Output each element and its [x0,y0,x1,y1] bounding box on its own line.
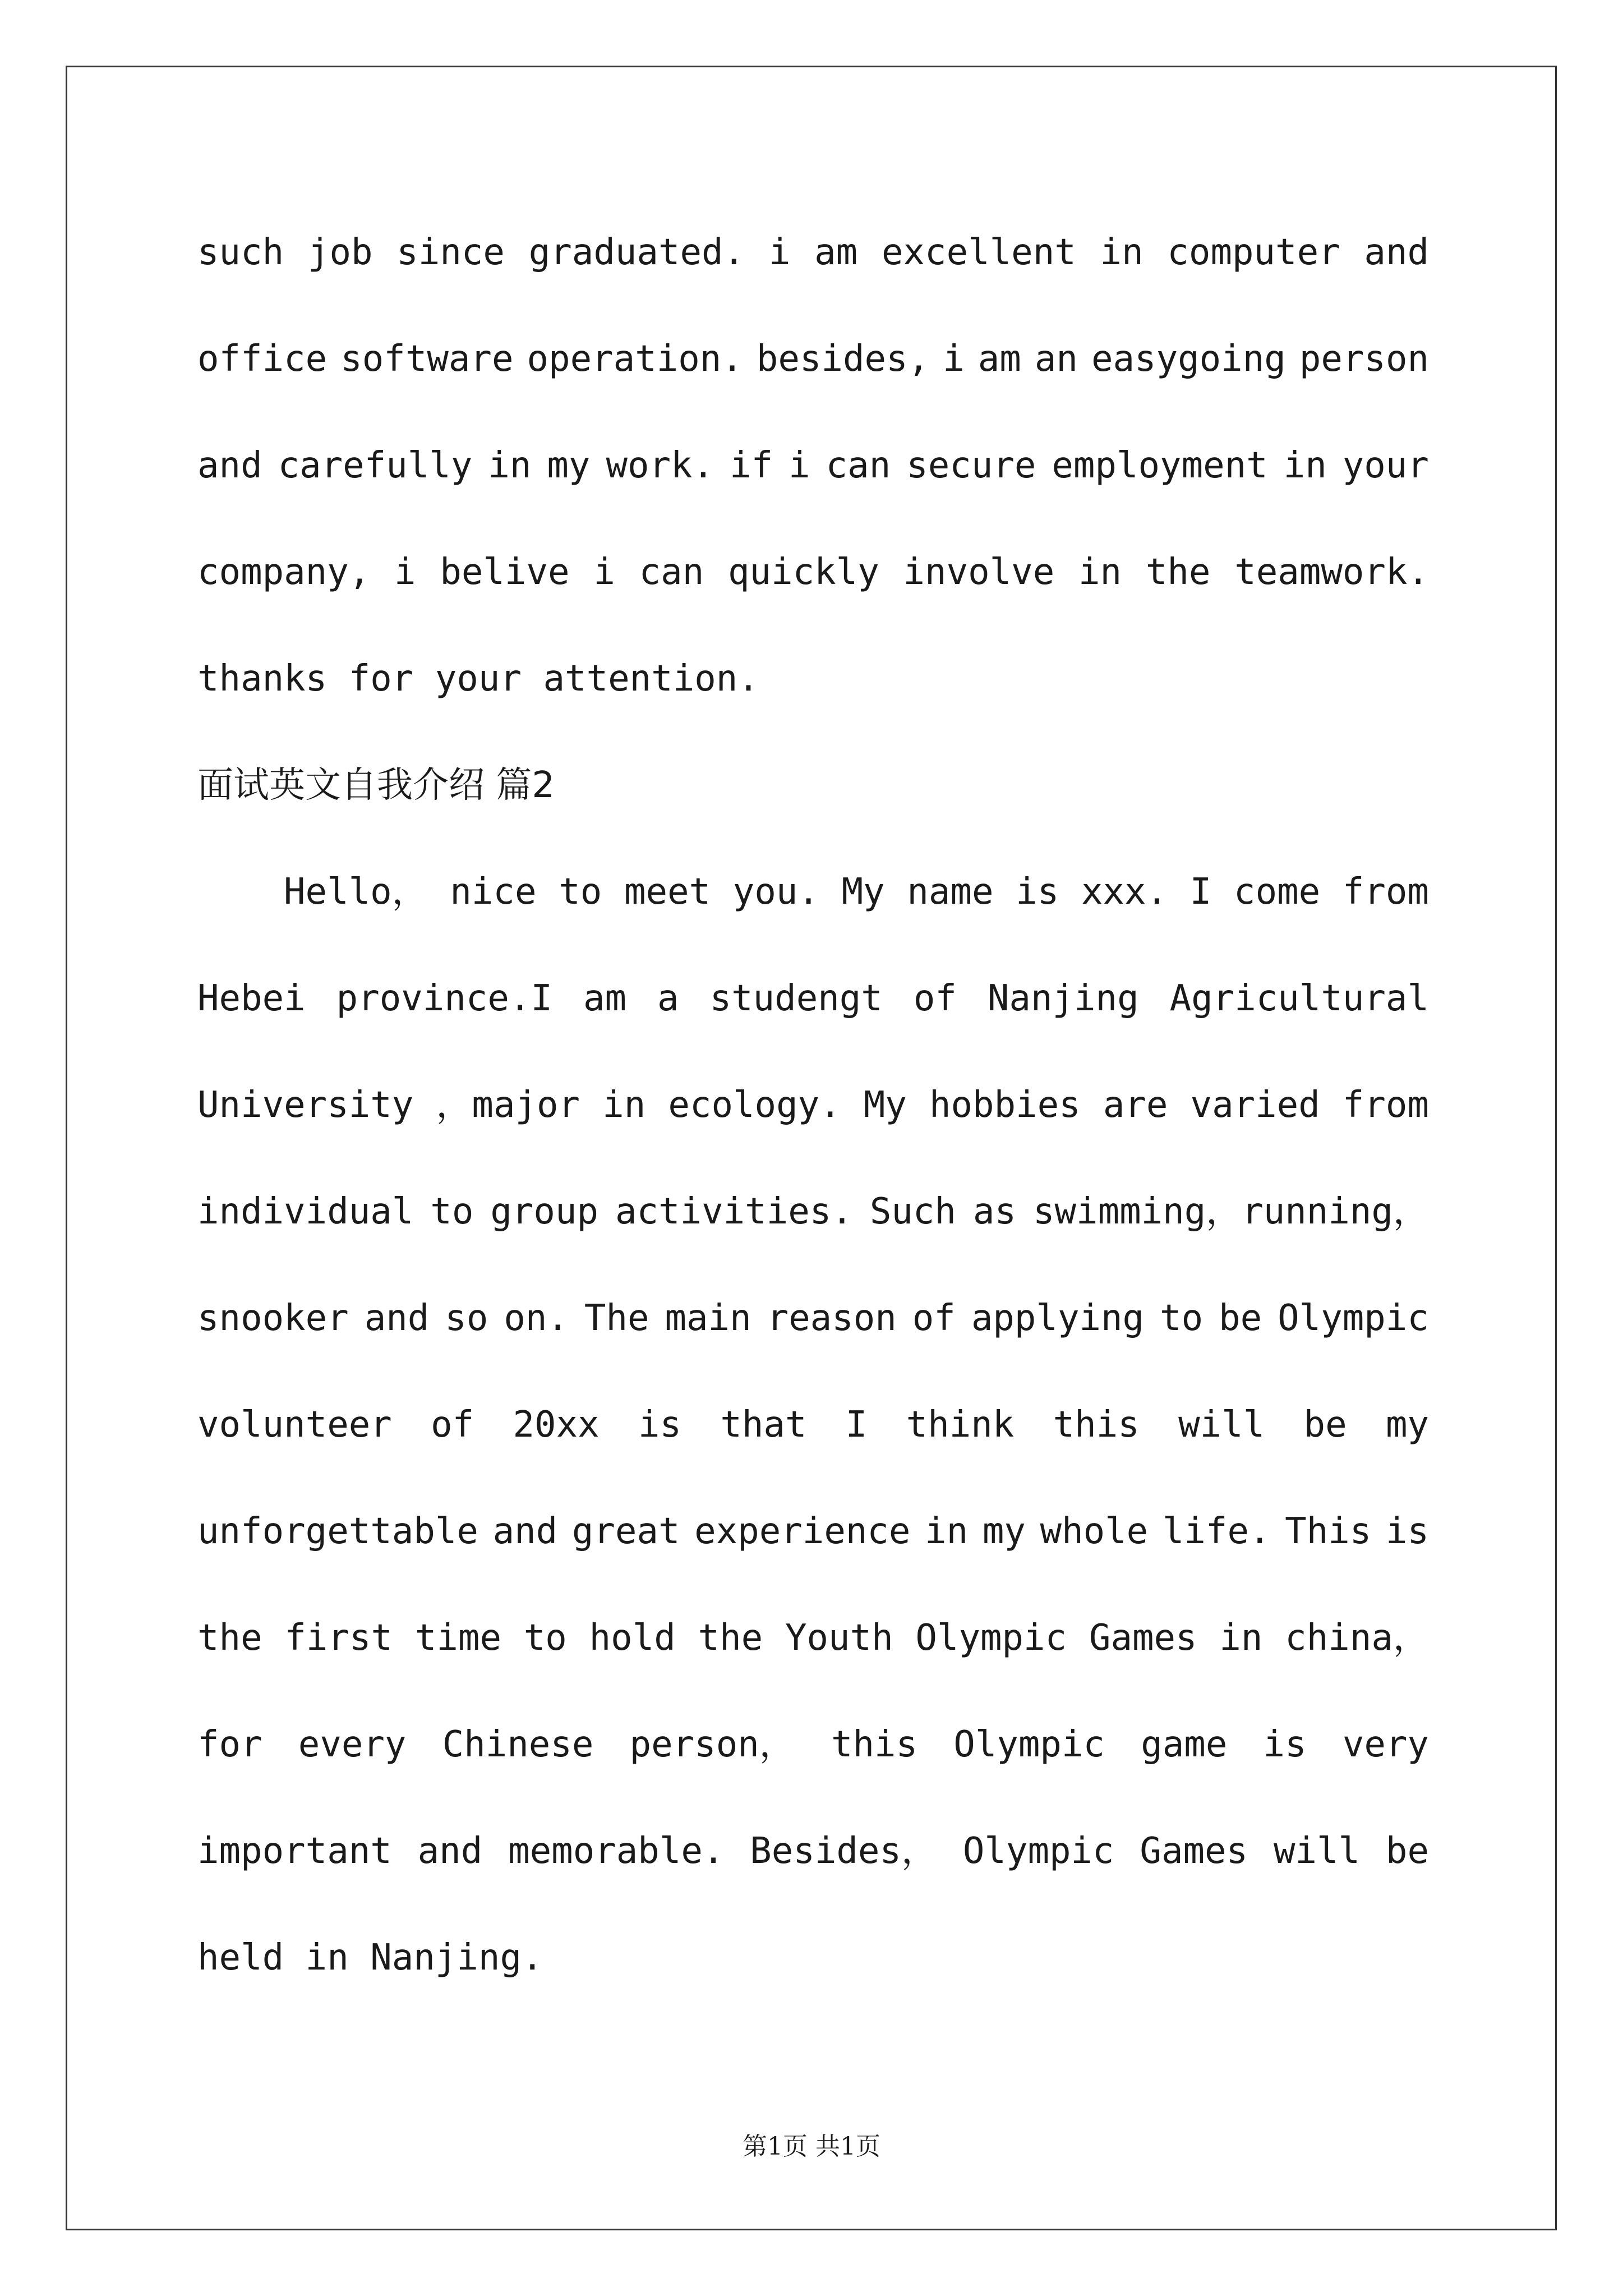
word: of [912,1297,956,1339]
word: excellent [881,232,1076,273]
word: person [1299,338,1429,380]
word: hold [589,1617,676,1659]
word: Olympic [953,1724,1105,1765]
word: hobbies [929,1084,1081,1126]
word: as [972,1191,1016,1232]
word: in [1100,232,1144,273]
word: activities. [615,1191,853,1232]
word: the [1145,551,1211,593]
word: time [414,1617,501,1659]
word: operation. [527,338,743,380]
word: very [1342,1724,1429,1765]
word: office [197,338,328,380]
word: varied [1190,1084,1320,1126]
word: experience [694,1511,911,1552]
word: Olympic [1278,1297,1429,1339]
word: Games [1140,1830,1248,1872]
word: my [1385,1404,1429,1446]
word: my [547,445,591,486]
word: I [845,1404,868,1446]
word: life. [1162,1511,1271,1552]
word: University [197,1084,414,1126]
paragraph-line [197,1077,1429,1133]
word: am [978,338,1021,380]
word: This [1285,1511,1372,1552]
word: this [1053,1404,1140,1446]
word: The [584,1297,649,1339]
word: volunteer [197,1404,392,1446]
word: xxx. [1081,871,1168,913]
word: will [1178,1404,1265,1446]
word: computer [1167,232,1340,273]
word: in [488,445,532,486]
page-border [66,66,1557,2230]
word: ，major [436,1084,580,1126]
word: company, [197,551,371,593]
word: secure [906,445,1036,486]
word: if [730,445,773,486]
word: person， [629,1724,795,1765]
word: Games [1089,1617,1197,1659]
word: and [197,445,262,486]
word: of [431,1404,474,1446]
word: this [831,1724,918,1765]
word: in [602,1084,646,1126]
word: quickly [728,551,879,593]
word: Olympic [915,1617,1067,1659]
word: and [1364,232,1429,273]
word: and [492,1511,558,1552]
word: since [396,232,505,273]
word: that [720,1404,807,1446]
word: such [197,232,284,273]
word: you. [732,871,819,913]
word: are [1103,1084,1168,1126]
word: to [523,1617,567,1659]
word: software [340,338,514,380]
word: job [307,232,373,273]
word: a [657,978,679,1019]
paragraph-line [197,970,1429,1027]
word: snooker [197,1297,349,1339]
word: Hebei [197,978,306,1019]
word: in [925,1511,969,1552]
section-heading: 面试英文自我介绍 篇2 [197,765,555,806]
word: i [943,338,965,380]
word: province.I [336,978,552,1019]
word: is [1385,1511,1429,1552]
word: belive [440,551,570,593]
word: first [284,1617,393,1659]
word: be [1303,1404,1347,1446]
word: My [863,1084,907,1126]
word: teamwork. [1234,551,1429,593]
word: am [814,232,858,273]
word: name [907,871,994,913]
word: every [298,1724,407,1765]
paragraph-line: held in Nanjing. [197,1937,543,1978]
word: graduated. [528,232,745,273]
word: Agricultural [1169,978,1429,1019]
word: studengt [709,978,883,1019]
word: i [593,551,615,593]
paragraph-line [197,438,1429,494]
word: i [789,445,810,486]
word: carefully [278,445,473,486]
word: Chinese [442,1724,594,1765]
word: china， [1285,1617,1429,1659]
paragraph-line [197,1717,1429,1773]
word: unforgettable [197,1511,478,1552]
word: is [1016,871,1059,913]
word: besides, [756,338,930,380]
word: ecology. [668,1084,841,1126]
paragraph-line [197,1610,1429,1666]
word: applying [971,1297,1145,1339]
word: to [430,1191,474,1232]
word: easygoing [1091,338,1286,380]
word: be [1385,1830,1429,1872]
word: to [559,871,602,913]
paragraph-line [197,1184,1429,1240]
word: Such [869,1191,956,1232]
word: to [1160,1297,1204,1339]
word: nice [450,871,537,913]
paragraph-line [197,1397,1429,1453]
word: meet [624,871,711,913]
word: am [583,978,627,1019]
word: the [698,1617,763,1659]
word: is [638,1404,682,1446]
word: your [1342,445,1429,486]
word: can [639,551,704,593]
word: Youth [785,1617,893,1659]
word: think [906,1404,1015,1446]
word: whole [1040,1511,1149,1552]
word: in [1283,445,1327,486]
word: Nanjing [987,978,1139,1019]
paragraph-line [197,1290,1429,1346]
word: and [417,1830,483,1872]
word: individual [197,1191,414,1232]
paragraph-line [197,224,1429,280]
word: main [665,1297,751,1339]
word: and [364,1297,430,1339]
word: i [394,551,416,593]
word: game [1141,1724,1228,1765]
word: memorable. [508,1830,725,1872]
word: the [197,1617,262,1659]
word: will [1273,1830,1361,1872]
word: of [913,978,957,1019]
word: Hello， [284,871,428,913]
word: in [1219,1617,1263,1659]
word: involve [903,551,1055,593]
word: employment [1052,445,1268,486]
word: 20xx [513,1404,600,1446]
word: swimming，running， [1032,1191,1429,1232]
word: from [1342,1084,1429,1126]
word: from [1342,871,1429,913]
word: in [1078,551,1122,593]
paragraph-line: thanks for your attention. [197,658,759,700]
paragraph-line [197,331,1429,387]
word: on. [504,1297,569,1339]
word: reason [767,1297,897,1339]
word: for [197,1724,262,1765]
word: so [445,1297,488,1339]
paragraph-line [197,544,1429,600]
word: an [1034,338,1078,380]
word: great [571,1511,680,1552]
word: My [841,871,885,913]
word: i [768,232,791,273]
paragraph-line [197,1503,1429,1559]
word: group [490,1191,598,1232]
paragraph-line [197,864,1429,920]
word: come [1234,871,1321,913]
word: is [1263,1724,1307,1765]
word: Besides， [750,1830,937,1872]
word: I [1189,871,1212,913]
paragraph-line [197,1823,1429,1879]
word: can [826,445,891,486]
word: be [1219,1297,1262,1339]
word: my [982,1511,1026,1552]
word: work. [606,445,714,486]
word: Olympic [962,1830,1114,1872]
page-footer: 第1页 共1页 [743,2132,880,2161]
word: important [197,1830,392,1872]
